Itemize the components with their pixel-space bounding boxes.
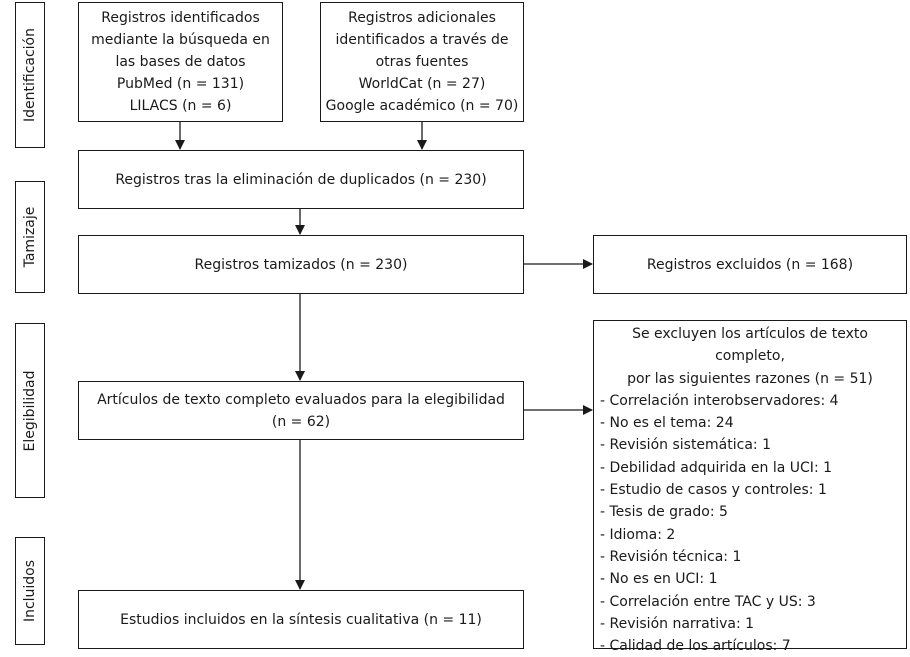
exclusion-reason-item: - No es en UCI: 1	[600, 571, 718, 588]
exclusion-reason-item: - Revisión técnica: 1	[600, 548, 742, 565]
box-screened-text: Registros tamizados (n = 230)	[194, 256, 408, 273]
exclusion-reason-item: - Correlación interobservadores: 4	[600, 392, 839, 409]
box-other-sources-text: Registros adicionales identificados a través de otras fuentes WorldCat (n = 27) Google académico (n = 70)	[325, 10, 519, 114]
exclusion-reasons-title: Se excluyen los artículos de texto completo, por las siguientes razones (n = 51)	[627, 326, 873, 387]
box-full-text-text: Artículos de texto completo evaluados para la elegibilidad (n = 62)	[97, 391, 505, 430]
exclusion-reason-item: - Correlación entre TAC y US: 3	[600, 593, 816, 610]
phase-identificacion-label: Identificación	[22, 27, 38, 123]
phase-tamizaje-label: Tamizaje	[22, 206, 38, 268]
exclusion-reason-item: - Idioma: 2	[600, 526, 676, 543]
exclusion-reason-item: - Estudio de casos y controles: 1	[600, 482, 827, 499]
exclusion-reason-item: - No es el tema: 24	[600, 415, 734, 432]
box-db-search-text: Registros identificados mediante la búsqueda en las bases de datos PubMed (n = 131) LILACS (n = 6)	[91, 10, 270, 114]
exclusion-reason-item: - Calidad de los artículos: 7	[600, 638, 791, 655]
box-deduplicated-text: Registros tras la eliminación de duplicados (n = 230)	[115, 171, 487, 188]
exclusion-reason-item: - Revisión narrativa: 1	[600, 615, 755, 632]
box-excluded-text: Registros excluidos (n = 168)	[646, 256, 854, 273]
exclusion-reason-item: - Debilidad adquirida en la UCI: 1	[600, 459, 833, 476]
exclusion-reason-item: - Tesis de grado: 5	[600, 504, 728, 521]
box-included-text: Estudios incluidos en la síntesis cualitativa (n = 11)	[120, 611, 482, 628]
phase-elegibilidad-label: Elegibilidad	[22, 369, 38, 452]
exclusion-reason-item: - Revisión sistemática: 1	[600, 437, 771, 454]
phase-incluidos-label: Incluidos	[22, 559, 38, 623]
